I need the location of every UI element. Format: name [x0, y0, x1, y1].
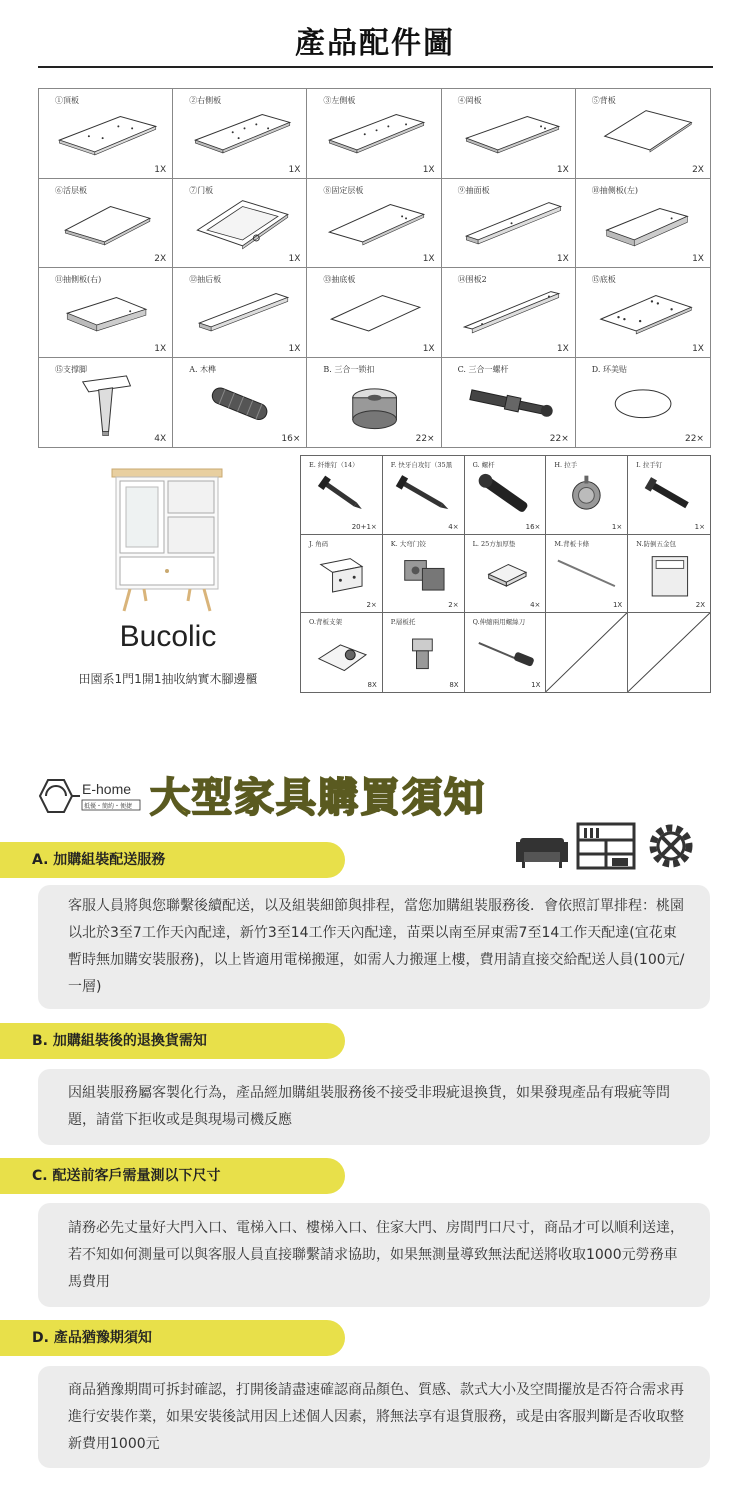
part-qty: 1X	[556, 343, 569, 354]
hardware-cell	[383, 456, 465, 535]
part-cell	[39, 268, 173, 358]
section-a-text: 客服人員將與您聯繫後續配送，以及組裝細節與排程，當您加購組裝服務後．會依照訂單排程：桃園以北於3至7工作天內配達，新竹3至14工作天內配達，苗栗以南至屏東需7至14工作天配達(宜花東暫時無加購安裝服務)，以上皆適用電梯搬運，如需人力搬運上樓，費用請直接交給配送人員(100元/一層)	[68, 898, 685, 995]
hardware-cell-empty	[546, 613, 628, 692]
part-label: ⑧固定层板	[323, 185, 364, 195]
hardware-qty: 16×	[525, 522, 541, 531]
part-label: ⑮底板	[591, 275, 616, 284]
part-cell	[442, 179, 576, 269]
hardware-cell	[301, 535, 383, 614]
part-qty: 1X	[422, 343, 435, 354]
part-label: ⑫抽后板	[189, 275, 222, 284]
section-d-text: 商品猶豫期間可拆封確認，打開後請盡速確認商品顏色、質感、款式大小及空間擺放是否符合需求再進行安裝作業，如果安裝後試用因上述個人因素，將無法享有退貨服務，或是由客服判斷是否收取整新費用1000元	[68, 1381, 684, 1452]
part-qty: 22×	[415, 434, 435, 444]
part-qty: 22×	[684, 434, 704, 444]
section-c-text: 請務必先丈量好大門入口、電梯入口、樓梯入口、住家大門、房間門口尺寸，商品才可以順利送達，若不知如何測量可以與客服人員直接聯繫請求協助，如果無測量導致無法配送將收取1000元勞務車馬費用	[68, 1219, 684, 1290]
hardware-cell	[628, 535, 710, 614]
section-d-body	[38, 1366, 710, 1468]
hardware-grid	[300, 455, 711, 693]
part-cell	[307, 268, 441, 358]
part-cell	[39, 358, 173, 448]
part-label: ①頂板	[55, 96, 79, 105]
product-name: Bucolic	[119, 620, 217, 653]
title-divider	[38, 66, 713, 68]
hardware-label: J. 角码	[309, 539, 329, 548]
part-qty: 16×	[281, 434, 301, 444]
parts-grid	[38, 88, 711, 448]
furniture-icons	[516, 818, 701, 874]
hardware-label: L. 25方加厚垫	[472, 539, 516, 548]
part-cell	[39, 89, 173, 179]
section-c-body	[38, 1203, 710, 1307]
part-label: ⑨抽面板	[457, 185, 490, 195]
part-cell	[442, 358, 576, 448]
ehome-logo	[34, 770, 144, 822]
hardware-qty: 1×	[694, 522, 705, 531]
part-qty: 1X	[692, 343, 704, 354]
hardware-qty: 8X	[449, 680, 459, 689]
hardware-cell-empty	[628, 613, 710, 692]
hardware-cell	[383, 535, 465, 614]
hardware-cell	[383, 613, 465, 692]
part-cell	[576, 268, 710, 358]
hardware-qty: 2×	[366, 601, 377, 610]
part-cell	[173, 358, 307, 448]
part-label: ③左側板	[323, 96, 356, 105]
part-cell	[442, 89, 576, 179]
hardware-qty: 2×	[448, 601, 459, 610]
part-qty: 1X	[288, 164, 301, 175]
hardware-label: E. 纤维钉（14）	[309, 461, 359, 469]
section-b-body	[38, 1069, 710, 1145]
hardware-cell	[465, 613, 547, 692]
hardware-cell	[628, 456, 710, 535]
hardware-qty: 1X	[531, 680, 541, 689]
hardware-cell	[546, 535, 628, 614]
part-label: A. 木榫	[189, 364, 217, 374]
section-a-body	[38, 885, 710, 1009]
part-cell	[576, 358, 710, 448]
hardware-label: K. 大弯门铰	[390, 539, 426, 548]
hardware-cell	[546, 456, 628, 535]
hardware-qty: 1×	[611, 522, 623, 531]
part-cell	[307, 358, 441, 448]
part-label: ⑬抽底板	[323, 275, 356, 284]
part-qty: 22×	[549, 434, 569, 444]
notice-banner: 大型家具購買須知	[150, 775, 486, 821]
page-title: 產品配件圖	[295, 26, 455, 61]
product-illustration	[104, 463, 229, 615]
sofa-icon	[516, 838, 568, 868]
empty-slot-diagonal	[546, 613, 627, 692]
part-cell	[39, 179, 173, 269]
part-cell	[173, 268, 307, 358]
part-cell	[576, 179, 710, 269]
hardware-label: Q.伸縮兩用螺絲刀	[472, 618, 526, 627]
hardware-label: G. 螺杆	[472, 461, 495, 469]
empty-slot-diagonal	[628, 613, 710, 692]
part-qty: 1X	[154, 343, 167, 354]
part-label: ②右側板	[189, 96, 222, 105]
hardware-qty: 20+1×	[351, 522, 377, 531]
hardware-cell	[301, 456, 383, 535]
gear-tools-icon	[653, 828, 689, 864]
section-d-heading: D. 產品猶豫期須知	[0, 1320, 345, 1356]
part-label: ⑪抽側板(右)	[55, 275, 102, 284]
hardware-cell	[465, 456, 547, 535]
part-cell	[307, 89, 441, 179]
part-qty: 1X	[556, 254, 569, 264]
part-label: B. 三合一锁扣	[323, 364, 375, 374]
hardware-qty: 2X	[695, 601, 705, 610]
part-cell	[442, 268, 576, 358]
section-b-heading: B. 加購組裝後的退換貨需知	[0, 1023, 345, 1059]
hardware-qty: 8X	[367, 680, 377, 689]
hardware-cell	[465, 535, 547, 614]
logo-tagline: 抵優・簡約・便捷	[84, 803, 133, 810]
section-a-heading: A. 加購組裝配送服務	[0, 842, 345, 878]
hardware-label: N.防倒五金包	[636, 539, 677, 548]
hardware-label: F. 快牙自攻钉（35黑	[390, 461, 453, 469]
part-qty: 1X	[422, 254, 435, 264]
section-c-heading: C. 配送前客戶需量測以下尺寸	[0, 1158, 345, 1194]
part-qty: 1X	[692, 254, 704, 264]
part-label: D. 环美贴	[591, 364, 628, 374]
logo-text: E-home	[82, 781, 132, 797]
part-qty: 1X	[422, 164, 435, 175]
part-qty: 4X	[154, 434, 167, 444]
part-cell	[173, 179, 307, 269]
hardware-qty: 1X	[612, 601, 623, 610]
hardware-qty: 4×	[448, 522, 459, 531]
product-subtitle: 田園系1門1開1抽收納實木腳邊櫃	[78, 672, 258, 686]
hardware-label: O.背板支架	[309, 618, 343, 627]
section-b-text: 因組裝服務屬客製化行為，產品經加購組裝服務後不接受非瑕疵退換貨，如果發現產品有瑕疵等問題，請當下拒收或是與現場司機反應	[68, 1085, 670, 1128]
part-qty: 1X	[154, 164, 167, 175]
hardware-cell	[301, 613, 383, 692]
hardware-label: H. 拉手	[554, 461, 578, 469]
part-label: C. 三合一螺杆	[457, 364, 509, 374]
hardware-label: M.背板卡條	[554, 539, 590, 548]
part-label: ⑦门板	[189, 185, 214, 195]
hardware-qty: 4×	[530, 601, 541, 610]
part-cell	[173, 89, 307, 179]
part-qty: 1X	[288, 343, 301, 354]
part-label: ⑤背板	[591, 96, 616, 105]
part-qty: 2X	[692, 164, 704, 175]
part-label: ⑮支撑脚	[55, 364, 87, 374]
part-label: ⑥活层板	[55, 185, 87, 195]
part-label: ⑭围板2	[457, 275, 487, 284]
hardware-label: I. 拉手钉	[636, 461, 663, 469]
bookshelf-icon	[578, 824, 634, 868]
part-label: ④岡板	[457, 96, 482, 105]
part-qty: 1X	[556, 164, 569, 175]
part-label: ⑩抽侧板(左)	[591, 185, 639, 195]
part-qty: 1X	[288, 254, 301, 264]
part-cell	[307, 179, 441, 269]
part-qty: 2X	[154, 254, 167, 264]
hardware-label: P.層板托	[390, 618, 416, 627]
part-cell	[576, 89, 710, 179]
